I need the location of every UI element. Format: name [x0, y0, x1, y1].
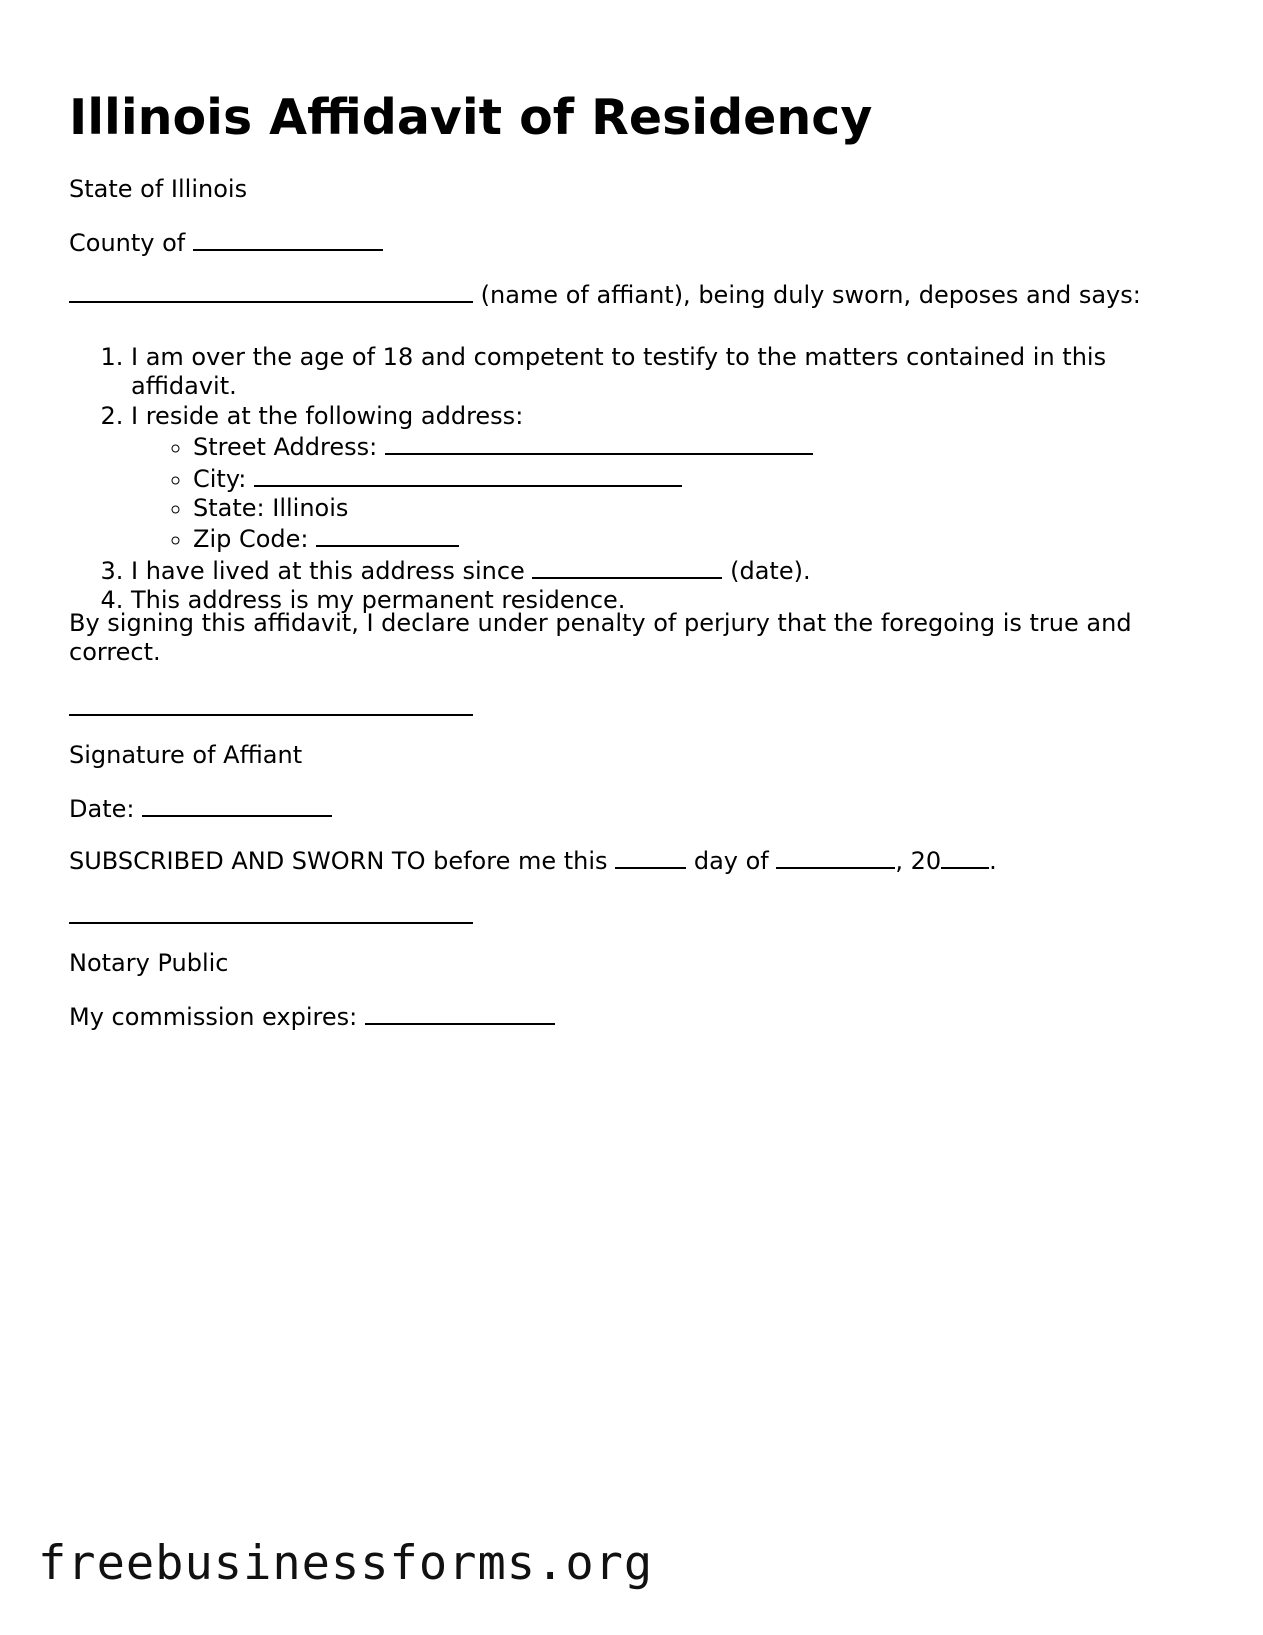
city-label: City: — [193, 464, 247, 493]
date-line — [69, 793, 332, 824]
address-city — [193, 463, 1199, 494]
affiant-line — [69, 279, 1141, 310]
item-4-text: This address is my permanent residence. — [131, 586, 626, 615]
statement-list — [69, 343, 1199, 616]
subscribed-part4: . — [989, 847, 997, 875]
commission-label: My commission expires: — [69, 1003, 358, 1031]
affiant-name-blank[interactable] — [69, 279, 473, 303]
date-blank[interactable] — [142, 793, 332, 817]
address-street — [193, 431, 1199, 462]
signature-label: Signature of Affiant — [69, 741, 303, 769]
list-item — [131, 343, 1199, 402]
county-label: County of — [69, 229, 186, 257]
subscribed-part2: day of — [693, 847, 769, 875]
item-2-text: I reside at the following address: — [131, 401, 524, 430]
subscribed-part3: , 20 — [895, 847, 942, 875]
state-text: State: Illinois — [193, 494, 349, 523]
document-title: Illinois Affidavit of Residency — [69, 89, 873, 146]
year-blank[interactable] — [941, 845, 989, 869]
notary-label: Notary Public — [69, 949, 229, 977]
list-item — [131, 555, 1199, 586]
since-date-blank[interactable] — [532, 555, 722, 579]
item-3-suffix: (date). — [730, 556, 811, 585]
address-state — [193, 494, 1199, 523]
notary-signature-line[interactable] — [69, 922, 473, 924]
county-blank[interactable] — [193, 227, 383, 251]
street-label: Street Address: — [193, 433, 378, 462]
commission-blank[interactable] — [365, 1001, 555, 1025]
affiant-intro-text: (name of affiant), being duly sworn, deposes and says: — [480, 281, 1141, 309]
city-blank[interactable] — [254, 463, 682, 487]
state-line: State of Illinois — [69, 175, 248, 203]
day-blank[interactable] — [615, 845, 686, 869]
address-list — [131, 431, 1199, 555]
footer-brand: freebusinessforms.org — [38, 1536, 654, 1591]
list-item — [131, 402, 1199, 555]
subscribed-part1: SUBSCRIBED AND SWORN TO before me this — [69, 847, 608, 875]
item-3-text: I have lived at this address since — [131, 556, 525, 585]
subscribed-line — [69, 845, 997, 876]
zip-blank[interactable] — [316, 523, 459, 547]
date-label: Date: — [69, 795, 135, 823]
affiant-signature-line[interactable] — [69, 714, 473, 716]
declaration-text: By signing this affidavit, I declare under penalty of perjury that the foregoing is true and correct. — [69, 609, 1132, 666]
month-blank[interactable] — [776, 845, 895, 869]
address-zip — [193, 523, 1199, 554]
street-blank[interactable] — [385, 431, 813, 455]
zip-label: Zip Code: — [193, 525, 309, 554]
item-1-text: I am over the age of 18 and competent to testify to the matters contained in this affidavit. — [131, 343, 1107, 401]
commission-line — [69, 1001, 555, 1032]
county-line — [69, 227, 383, 258]
